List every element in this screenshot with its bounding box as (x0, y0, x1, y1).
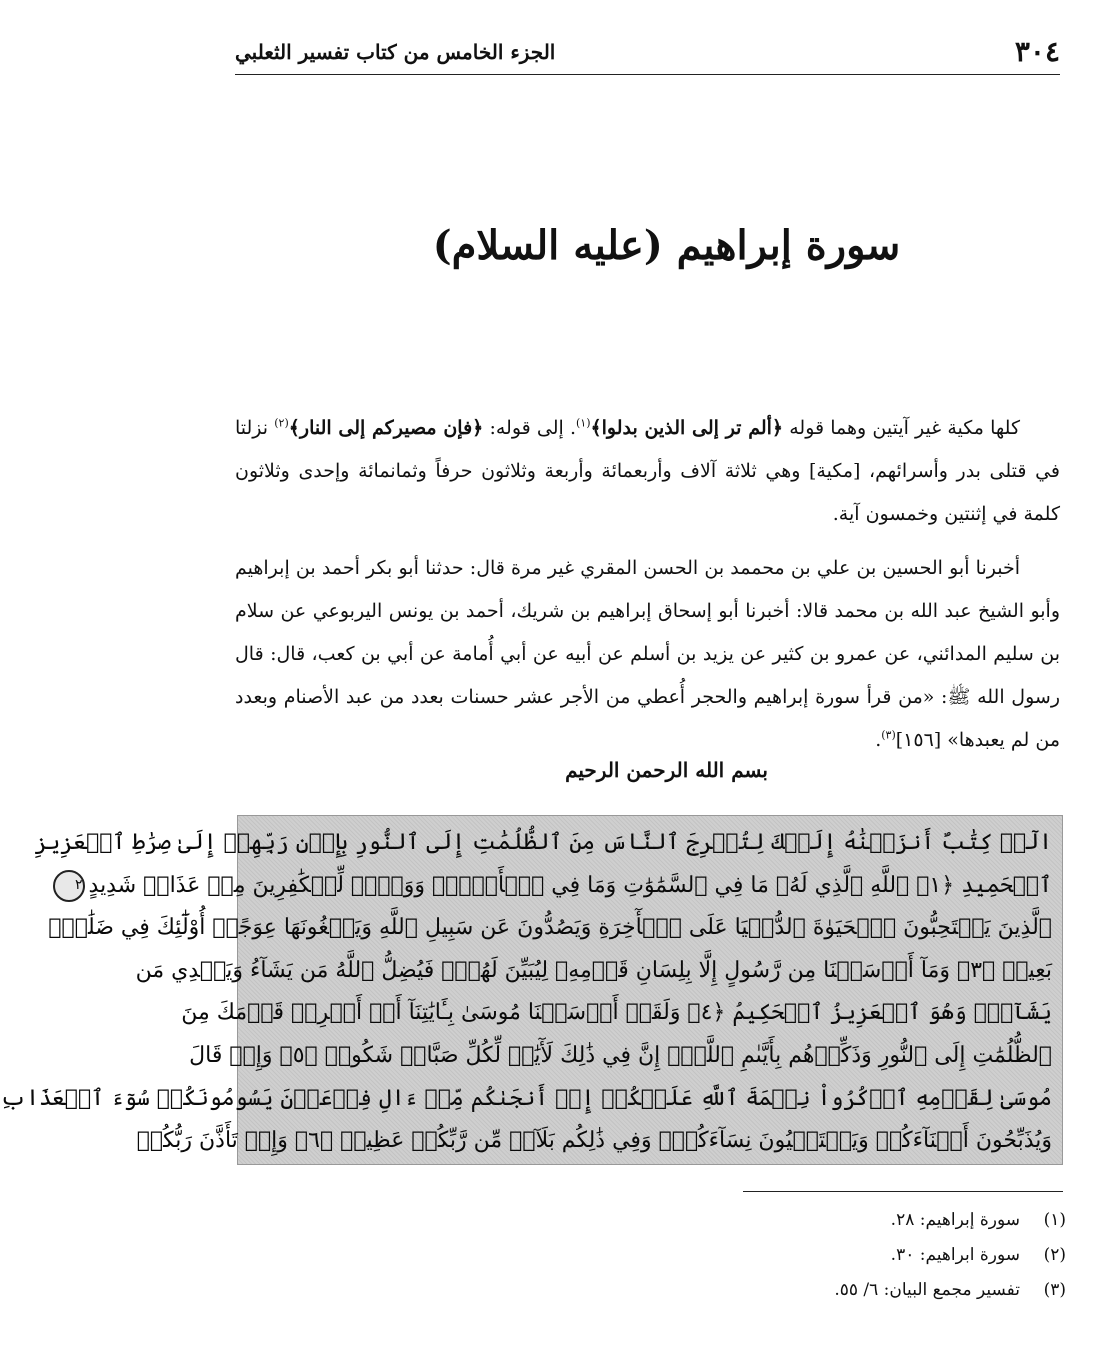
footnote-item (666, 1273, 1066, 1308)
quran-line (34, 822, 1052, 865)
quran-line-text: ٱلَّذِينَ يَسۡتَحِبُّونَ ٱلۡحَيَوٰةَ ٱلدُّنۡيَا عَلَى ٱلۡأٓخِرَةِ وَيَصُدُّونَ عَن سَبِيلِ ٱللَّهِ وَيَبۡغُونَهَا عِوَجًاۚ أُوْلَٰٓئِكَ فِي ضَلَٰلِۢ (48, 915, 1052, 941)
intro-text-2: . إلى قوله: (483, 417, 576, 439)
quran-line (0, 1078, 1052, 1121)
footnote-number: (١) (1043, 1210, 1066, 1230)
footnote-text: سورة ابراهيم: ٣٠. (890, 1245, 1020, 1265)
quran-line (48, 907, 1052, 950)
isnad-paragraph (235, 547, 1060, 762)
quran-line (181, 992, 1052, 1035)
footnote-number: (٢) (1043, 1245, 1066, 1265)
quran-quote-1: ﴿ألم تر إلى الذين بدلوا﴾ (590, 417, 784, 439)
quran-line-text: الٓرۚ كِتَٰبٌ أَنزَلۡنَٰهُ إِلَيۡكَ لِتُخۡرِجَ ٱلنَّاسَ مِنَ ٱلظُّلُمَٰتِ إِلَى ٱلنُّورِ بِإِذۡنِ رَبِّهِمۡ إِلَىٰ صِرَٰطِ ٱلۡعَزِيزِ (34, 830, 1052, 855)
quran-line (74, 865, 1052, 908)
quran-line-text: ٱلۡحَمِيدِ ﴿١﴾ ٱللَّهِ ٱلَّذِي لَهُۥ مَا فِي ٱلسَّمَٰوَٰتِ وَمَا فِي ٱلۡأَرۡضِۗ وَوَيۡلٞ لِّلۡكَٰفِرِينَ مِنۡ عَذَابٖ شَدِيدٍ (88, 872, 1052, 898)
quran-line (135, 950, 1052, 993)
quran-line (136, 1120, 1052, 1163)
surah-title: سورة إبراهيم (عليه السلام) (432, 222, 901, 269)
intro-paragraph (235, 407, 1060, 536)
running-header (235, 30, 1060, 75)
footnote-ref-3[interactable]: (٣) (881, 728, 896, 742)
footnotes-list (666, 1203, 1066, 1308)
intro-text-1: كلها مكية غير آيتين وهما قوله (783, 417, 1020, 439)
page-number: ٣٠٤ (1014, 35, 1060, 68)
book-title: الجزء الخامس من كتاب تفسير الثعلبي (235, 40, 556, 64)
footnote-divider (743, 1191, 1063, 1192)
quran-quote-2: ﴿فإن مصيركم إلى النار﴾ (288, 417, 484, 439)
footnote-text: سورة إبراهيم: ٢٨. (890, 1210, 1020, 1230)
isnad-text: أخبرنا أبو الحسين بن علي بن محممد بن الحسن المقري غير مرة قال: حدثنا أبو بكر أحمد بن إبراهيم وأبو الشيخ عبد الله بن محمد قالا: أخبرنا أبو إسحاق إبراهيم بن شريك، أحمد بن يونس اليربوعي عن سلام بن سليم المدائني، عن عمرو بن كثير عن يزيد بن أسلم عن أبيه عن أبي أُمامة عن أبي بن كعب، قال: قال رسول الله ﷺ: «من قرأ سورة إبراهيم والحجر أُعطي من الأجر عشر حسنات بعدد من عبد الأصنام وبعدد من لم يعبدها» [١٥٦] (235, 557, 1060, 751)
quran-line-text: ٱلظُّلُمَٰتِ إِلَى ٱلنُّورِ وَذَكِّرۡهُم بِأَيَّىٰمِ ٱللَّهِۚ إِنَّ فِي ذَٰلِكَ لَأٓيَٰتٖ لِّكُلِّ صَبَّارٖ شَكُورٖ ﴿٥﴾ وَإِذۡ قَالَ (189, 1042, 1052, 1068)
quran-line (189, 1035, 1052, 1078)
quran-line-text: مُوسَىٰ لِقَوۡمِهِ ٱذۡكُرُواْ نِعۡمَةَ ٱللَّهِ عَلَيۡكُمۡ إِذۡ أَنجَىٰكُم مِّنۡ ءَالِ فِرۡعَوۡنَ يَسُومُونَكُمۡ سُوٓءَ ٱلۡعَذَابِ (0, 1085, 1052, 1111)
footnote-number: (٣) (1043, 1280, 1066, 1300)
quran-line-text: وَيُذَبِّحُونَ أَبۡنَآءَكُمۡ وَيَسۡتَحۡيُونَ نِسَآءَكُمۡۚ وَفِي ذَٰلِكُم بَلَآءٞ مِّن رَّبِّكُمۡ عَظِيمٞ ﴿٦﴾ وَإِذۡ تَأَذَّنَ رَبُّكُمۡ (136, 1128, 1052, 1154)
footnote-ref-2[interactable]: (٢) (274, 416, 289, 430)
quran-line-text: يَشَآءُۚ وَهُوَ ٱلۡعَزِيزُ ٱلۡحَكِيمُ ﴿٤﴾ وَلَقَدۡ أَرۡسَلۡنَا مُوسَىٰ بِـَٔايَٰتِنَآ أَنۡ أَخۡرِجۡ قَوۡمَكَ مِنَ (181, 1000, 1052, 1026)
footnote-ref-1[interactable]: (١) (576, 416, 591, 430)
isnad-end: . (875, 729, 882, 751)
footnote-item (666, 1203, 1066, 1238)
quran-line-text: بَعِيدٖ ﴿٣﴾ وَمَآ أَرۡسَلۡنَا مِن رَّسُولٍ إِلَّا بِلِسَانِ قَوۡمِهِۦ لِيُبَيِّنَ لَهُمۡۖ فَيُضِلُّ ٱللَّهُ مَن يَشَآءُ وَيَهۡدِي مَن (135, 957, 1052, 983)
intro-text-3: نزلتا في قتلى بدر وأسرائهم، [مكية] وهي ثلاثة آلاف وأربعمائة وأربعة وثلاثون حرفاً وثمانمائة وإحدى وثلاثون كلمة في إثنتين وخمسون آية. (235, 417, 1060, 525)
ayah-number-mark: ٢ (53, 870, 85, 902)
footnote-item (666, 1238, 1066, 1273)
quran-text-box (0, 815, 1063, 1165)
basmala: بسم الله الرحمن الرحيم (565, 758, 768, 782)
footnote-text: تفسير مجمع البيان: ٦/ ٥٥. (834, 1280, 1020, 1300)
